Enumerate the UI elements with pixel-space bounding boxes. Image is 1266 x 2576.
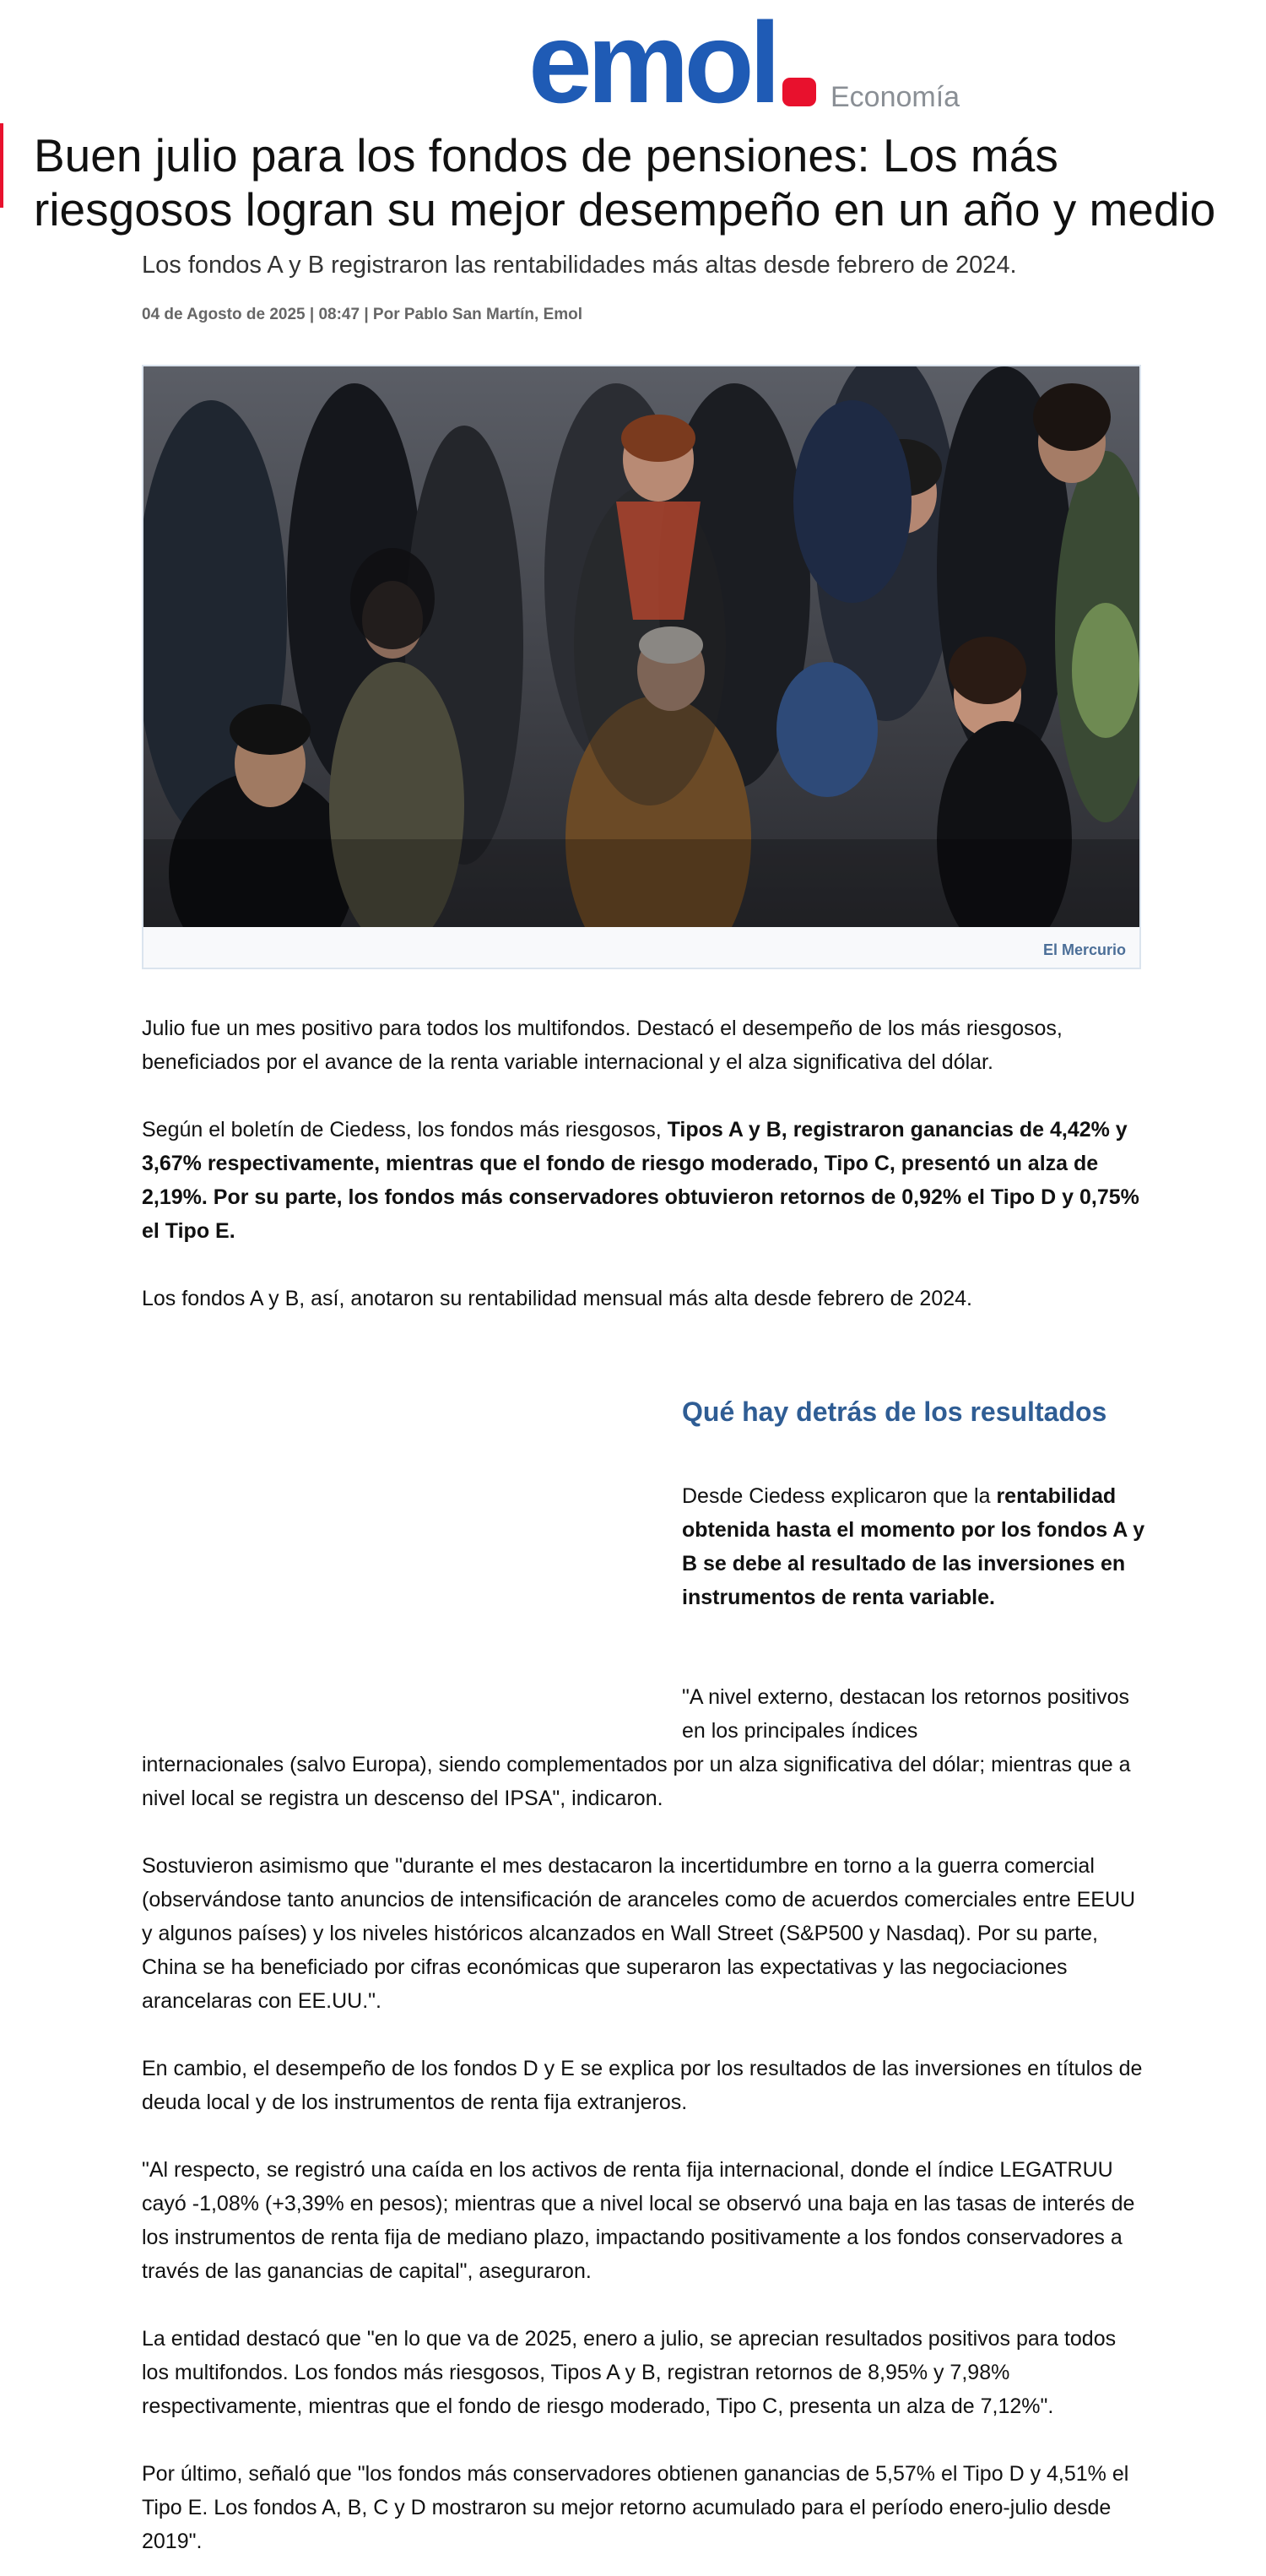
paragraph: Por último, señaló que "los fondos más conservadores obtienen ganancias de 5,57% el Tipo D y 4,51% el Tipo E. Los fondos A, B, C y D mostraron su mejor retorno acumulado para el período enero-julio desde 2019". (142, 2462, 1129, 2553)
emol-logo[interactable] (528, 0, 816, 127)
paragraph (142, 1113, 1146, 1248)
site-header (0, 0, 1266, 127)
photo-credit: El Mercurio (1042, 941, 1126, 958)
paragraph: "A nivel externo, destacan los retornos positivos en los principales índices (682, 1685, 1129, 1743)
paragraph (682, 1479, 1151, 1614)
section-subheading: Qué hay detrás de los resultados (682, 1396, 1107, 1427)
paragraph: "Al respecto, se registró una caída en los activos de renta fija internacional, donde el índice LEGATRUU cayó -1,08% (+3,39% en pesos); mientras que a nivel local se observó una baja en las tasas de interés de los instrumentos de renta fija de mediano plazo, impactando positivamente a los fondos conservadores a través de las ganancias de capital", aseguraron. (142, 2158, 1135, 2283)
paragraph: La entidad destacó que "en lo que va de 2025, enero a julio, se aprecian resultados positivos para todos los multifondos. Los fondos más riesgosos, Tipos A y B, registran retornos de 8,95% y 7,98% respectivamente, mientras que el fondo de riesgo moderado, Tipo C, presenta un alza de 7,12%". (142, 2327, 1117, 2418)
paragraph: internacionales (salvo Europa), siendo complementados por un alza significativa del dólar; mientras que a nivel local se registra un descenso del IPSA", indicaron. (142, 1753, 1131, 1810)
paragraph: Los fondos A y B, así, anotaron su rentabilidad mensual más alta desde febrero de 2024. (142, 1287, 972, 1310)
article-byline: 04 de Agosto de 2025 | 08:47 | Por Pablo San Martín, Emol (142, 306, 583, 323)
crowd-photo[interactable] (143, 366, 1139, 927)
paragraph-text: Desde Ciedess explicaron que la (682, 1484, 997, 1508)
article-headline: Buen julio para los fondos de pensiones: Los más riesgosos logran su mejor desempeño en un año y medio (34, 129, 1216, 236)
paragraph-bold-text: Tipos A y B, registraron ganancias de 4,42% y 3,67% respectivamente, mientras que el fondo de riesgo moderado, Tipo C, presentó un alza de 2,19%. Por su parte, los fondos más conservadores obtuvieron retornos de 0,92% el Tipo D y 0,75% el Tipo E. (142, 1118, 1139, 1243)
paragraph: En cambio, el desempeño de los fondos D y E se explica por los resultados de las inversiones en títulos de deuda local y de los instrumentos de renta fija extranjeros. (142, 2057, 1143, 2114)
article-figure (142, 365, 1141, 969)
side-marker (0, 123, 3, 208)
logo-red-dot (782, 78, 816, 106)
section-label[interactable]: Economía (830, 81, 960, 113)
article-subtitle: Los fondos A y B registraron las rentabilidades más altas desde febrero de 2024. (142, 252, 1017, 279)
paragraph: Sostuvieron asimismo que "durante el mes destacaron la incertidumbre en torno a la guerra comercial (observándose tanto anuncios de intensificación de aranceles como de acuerdos comerciales entre EEUU y algunos países) y los niveles históricos alcanzados en Wall Street (S&P500 y Nasdaq). Por su parte, China se ha beneficiado por cifras económicas que superaron las expectativas y las negociaciones arancelaras con EE.UU.". (142, 1854, 1136, 2013)
paragraph-text: Según el boletín de Ciedess, los fondos más riesgosos, (142, 1118, 668, 1142)
paragraph: Julio fue un mes positivo para todos los multifondos. Destacó el desempeño de los más riesgosos, beneficiados por el avance de la renta variable internacional y el alza significativa del dólar. (142, 1017, 1063, 1074)
logo-wordmark: emol (528, 0, 776, 127)
paragraph-bold-text: rentabilidad obtenida hasta el momento por los fondos A y B se debe al resultado de las inversiones en instrumentos de renta variable. (682, 1484, 1145, 1609)
